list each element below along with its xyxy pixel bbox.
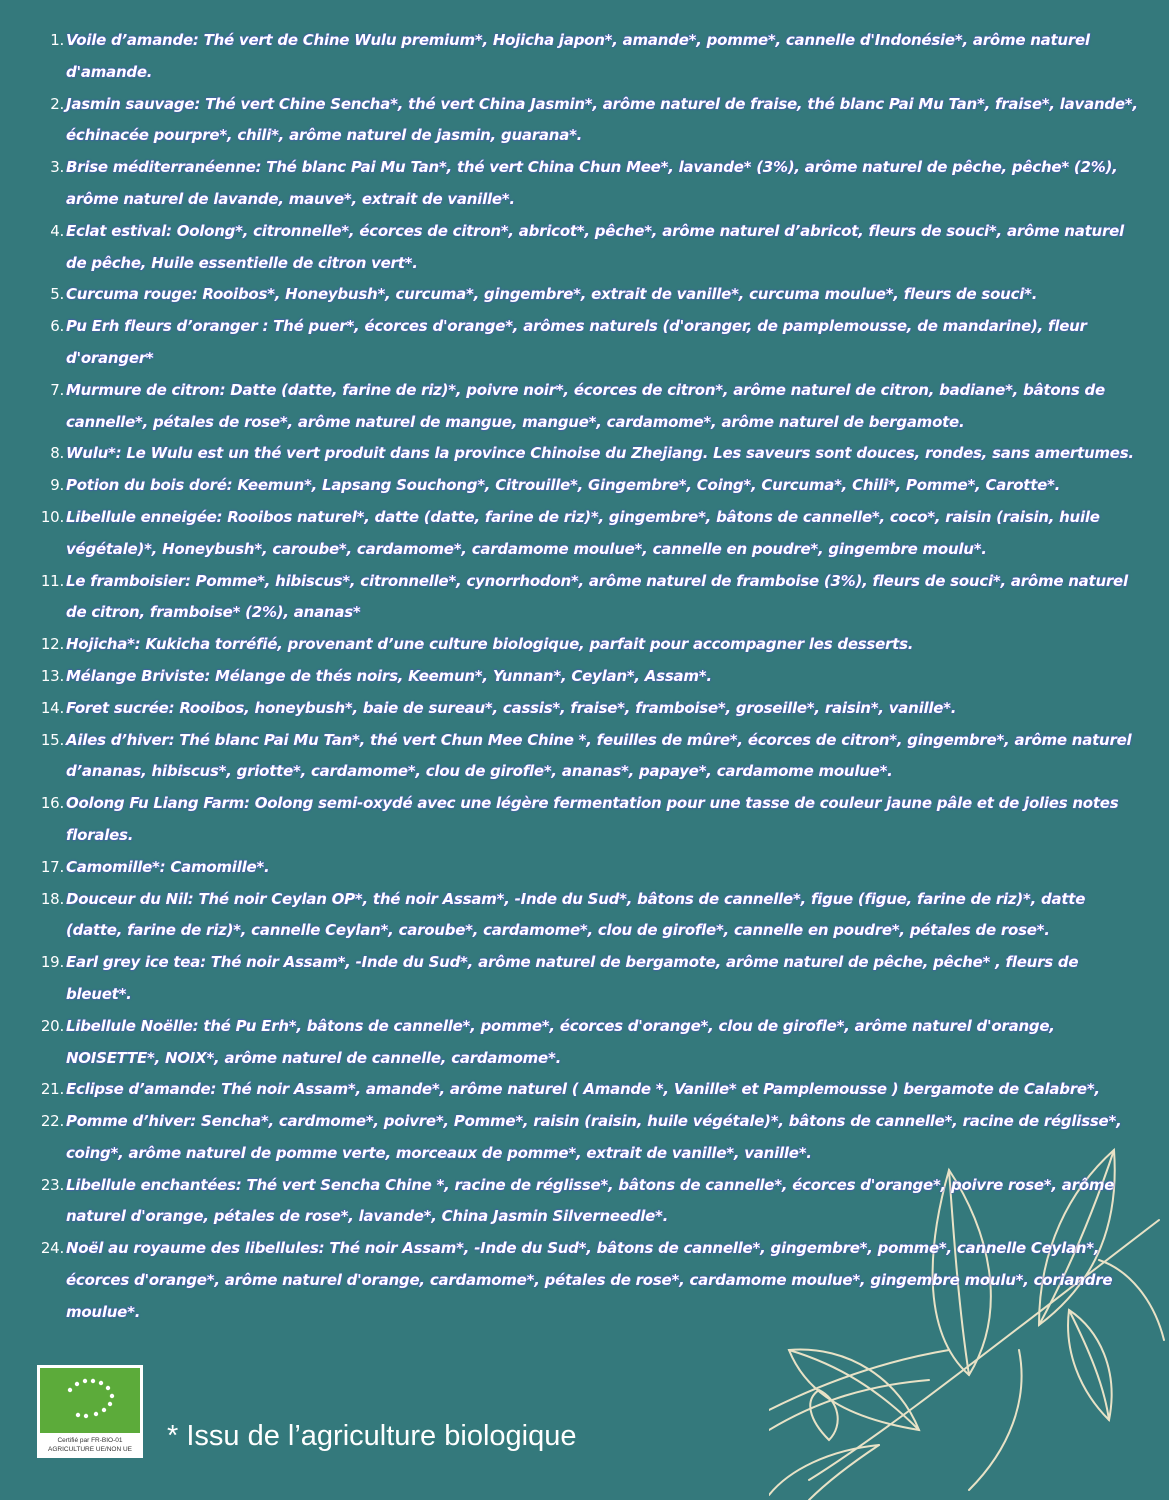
list-item-text: Earl grey ice tea: Thé noir Assam*, -Inde du Sud*, arôme naturel de bergamote, arôme naturel de pêche, pêche* , fleurs de bleuet*.	[66, 953, 1079, 1003]
list-item	[40, 725, 1140, 789]
list-item-number: 16.	[40, 794, 64, 813]
list-item-text: Libellule Noëlle: thé Pu Erh*, bâtons de cannelle*, pomme*, écorces d'orange*, clou de girofle*, arôme naturel d'orange, NOISETTE*, NOIX*, arôme naturel de cannelle, cardamome*.	[66, 1016, 1055, 1067]
list-item-text: Murmure de citron: Datte (datte, farine de riz)*, poivre noir*, écorces de citron*, arôme naturel de citron, badiane*, bâtons de cannelle*, pétales de rose*, arôme naturel de mangue, mangue*, cardamome*, arôme naturel de bergamote.	[66, 380, 1105, 431]
list-item-text: Libellule enneigée: Rooibos naturel*, datte (datte, farine de riz)*, gingembre*, bâtons de cannelle*, coco*, raisin (raisin, huile végétale)*, Honeybush*, caroube*, cardamome*, cardamome moulue*, cannelle en poudre*, gingembre moulu*.	[66, 507, 1100, 558]
list-item-number: 2.	[50, 94, 64, 113]
list-item	[40, 1106, 1140, 1170]
list-item-number: 3.	[50, 158, 64, 177]
list-item-number: 1.	[50, 31, 64, 49]
list-item-text: Le framboisier: Pomme*, hibiscus*, citronnelle*, cynorrhodon*, arôme naturel de framboise (3%), fleurs de souci*, arôme naturel de citron, framboise* (2%), ananas*	[66, 571, 1128, 622]
list-item-text: Eclipse d’amande: Thé noir Assam*, amande*, arôme naturel ( Amande *, Vanille* et Pamplemousse ) bergamote de Calabre*,	[66, 1080, 1100, 1099]
list-item-text: Camomille*: Camomille*.	[66, 857, 270, 876]
list-item	[40, 788, 1140, 852]
list-item	[40, 661, 1140, 693]
list-item-text: Potion du bois doré: Keemun*, Lapsang Souchong*, Citrouille*, Gingembre*, Coing*, Curcuma*, Chili*, Pomme*, Carotte*.	[66, 476, 1061, 495]
list-item-text: Foret sucrée: Rooibos, honeybush*, baie de sureau*, cassis*, fraise*, framboise*, groseille*, raisin*, vanille*.	[66, 698, 957, 717]
list-item-number: 18.	[40, 889, 64, 908]
logo-cert-line2: AGRICULTURE UE/NON UE	[47, 1446, 133, 1453]
list-item-text: Oolong Fu Liang Farm: Oolong semi-oxydé avec une légère fermentation pour une tasse de couleur jaune pâle et de jolies notes florales.	[66, 794, 1119, 844]
list-item-number: 5.	[50, 285, 64, 304]
list-item	[40, 1233, 1140, 1328]
logo-cert-line1: Certifié par FR-BIO-01	[57, 1437, 123, 1444]
list-item-text: Hojicha*: Kukicha torréfié, provenant d’une culture biologique, parfait pour accompagner les desserts.	[66, 635, 914, 654]
list-item-text: Wulu*: Le Wulu est un thé vert produit dans la province Chinoise du Zhejiang. Les saveurs sont douces, rondes, sans amertumes.	[66, 444, 1134, 463]
list-item	[40, 438, 1140, 470]
list-item	[40, 470, 1140, 502]
list-item-text: Noël au royaume des libellules: Thé noir Assam*, -Inde du Sud*, bâtons de cannelle*, gingembre*, pomme*, cannelle Ceylan*, écorces d'orange*, arôme naturel d'orange, cardamome*, pétales de rose*, cardamome moulue*, gingembre moulu*, coriandre moulue*.	[66, 1239, 1113, 1321]
list-item-text: Douceur du Nil: Thé noir Ceylan OP*, thé noir Assam*, -Inde du Sud*, bâtons de cannelle*, figue (figue, farine de riz)*, datte (datte, farine de riz)*, cannelle Ceylan*, caroube*, cardamome*, clou de girofle*, cannelle en poudre*, pétales de rose*.	[66, 889, 1086, 940]
list-item-number: 13.	[40, 666, 64, 685]
list-item-number: 8.	[50, 444, 64, 463]
list-item-number: 23.	[40, 1175, 64, 1194]
list-item	[40, 375, 1140, 439]
list-item-text: Mélange Briviste: Mélange de thés noirs, Keemun*, Yunnan*, Ceylan*, Assam*.	[66, 666, 712, 685]
list-item-number: 6.	[50, 317, 64, 336]
eu-organic-logo	[37, 1365, 143, 1458]
list-item-text: Pu Erh fleurs d’oranger : Thé puer*, écorces d'orange*, arômes naturels (d'oranger, de pamplemousse, de mandarine), fleur d'oranger*	[66, 317, 1087, 367]
list-item-number: 7.	[50, 380, 64, 399]
list-item	[40, 1170, 1140, 1234]
list-item-number: 9.	[50, 476, 64, 495]
list-item	[40, 152, 1140, 216]
list-item	[40, 1074, 1140, 1106]
list-item-text: Jasmin sauvage: Thé vert Chine Sencha*, thé vert China Jasmin*, arôme naturel de fraise, thé blanc Pai Mu Tan*, fraise*, lavande*, échinacée pourpre*, chili*, arôme naturel de jasmin, guarana*.	[66, 94, 1138, 145]
organic-footnote: * Issu de l’agriculture biologique	[167, 1420, 577, 1452]
list-item	[40, 566, 1140, 630]
eu-leaf-stars-icon	[40, 1368, 140, 1433]
list-item	[40, 884, 1140, 948]
list-item-number: 11.	[40, 571, 64, 590]
list-item	[40, 1011, 1140, 1075]
list-item-number: 21.	[40, 1080, 64, 1099]
list-item-number: 24.	[40, 1239, 64, 1258]
list-item-number: 10.	[40, 507, 64, 526]
list-item-text: Brise méditerranéenne: Thé blanc Pai Mu Tan*, thé vert China Chun Mee*, lavande* (3%), arôme naturel de pêche, pêche* (2%), arôme naturel de lavande, mauve*, extrait de vanille*.	[66, 158, 1118, 208]
list-item	[40, 947, 1140, 1011]
list-item-number: 15.	[40, 730, 64, 749]
list-item	[40, 89, 1140, 153]
list-item-number: 17.	[40, 857, 64, 876]
list-item	[40, 311, 1140, 375]
list-item	[40, 216, 1140, 280]
list-item-number: 20.	[40, 1016, 64, 1035]
list-item	[40, 502, 1140, 566]
list-item-text: Eclat estival: Oolong*, citronnelle*, écorces de citron*, abricot*, pêche*, arôme naturel d’abricot, fleurs de souci*, arôme naturel de pêche, Huile essentielle de citron vert*.	[66, 221, 1124, 272]
list-item-number: 12.	[40, 635, 64, 654]
list-item	[40, 279, 1140, 311]
list-item-text: Curcuma rouge: Rooibos*, Honeybush*, curcuma*, gingembre*, extrait de vanille*, curcuma moulue*, fleurs de souci*.	[66, 285, 1038, 304]
ingredients-list	[40, 25, 1140, 1329]
list-item-number: 22.	[40, 1112, 64, 1131]
list-item	[40, 629, 1140, 661]
list-item-text: Libellule enchantées: Thé vert Sencha Chine *, racine de réglisse*, bâtons de cannelle*, écorces d'orange*, poivre rose*, arôme naturel d'orange, pétales de rose*, lavande*, China Jasmin Silverneedle*.	[66, 1175, 1115, 1226]
list-item-number: 4.	[50, 221, 64, 240]
list-item	[40, 25, 1140, 89]
list-item-number: 19.	[40, 953, 64, 972]
list-item-text: Voile d’amande: Thé vert de Chine Wulu premium*, Hojicha japon*, amande*, pomme*, cannelle d'Indonésie*, arôme naturel d'amande.	[66, 31, 1090, 81]
list-item	[40, 693, 1140, 725]
list-item-text: Ailes d’hiver: Thé blanc Pai Mu Tan*, thé vert Chun Mee Chine *, feuilles de mûre*, écorces de citron*, gingembre*, arôme naturel d’ananas, hibiscus*, griotte*, cardamome*, clou de girofle*, ananas*, papaye*, cardamome moulue*.	[66, 730, 1132, 781]
list-item	[40, 852, 1140, 884]
list-item-number: 14.	[40, 698, 64, 717]
list-item-text: Pomme d’hiver: Sencha*, cardmome*, poivre*, Pomme*, raisin (raisin, huile végétale)*, bâtons de cannelle*, racine de réglisse*, coing*, arôme naturel de pomme verte, morceaux de pomme*, extrait de vanille*, vanille*.	[66, 1112, 1122, 1162]
